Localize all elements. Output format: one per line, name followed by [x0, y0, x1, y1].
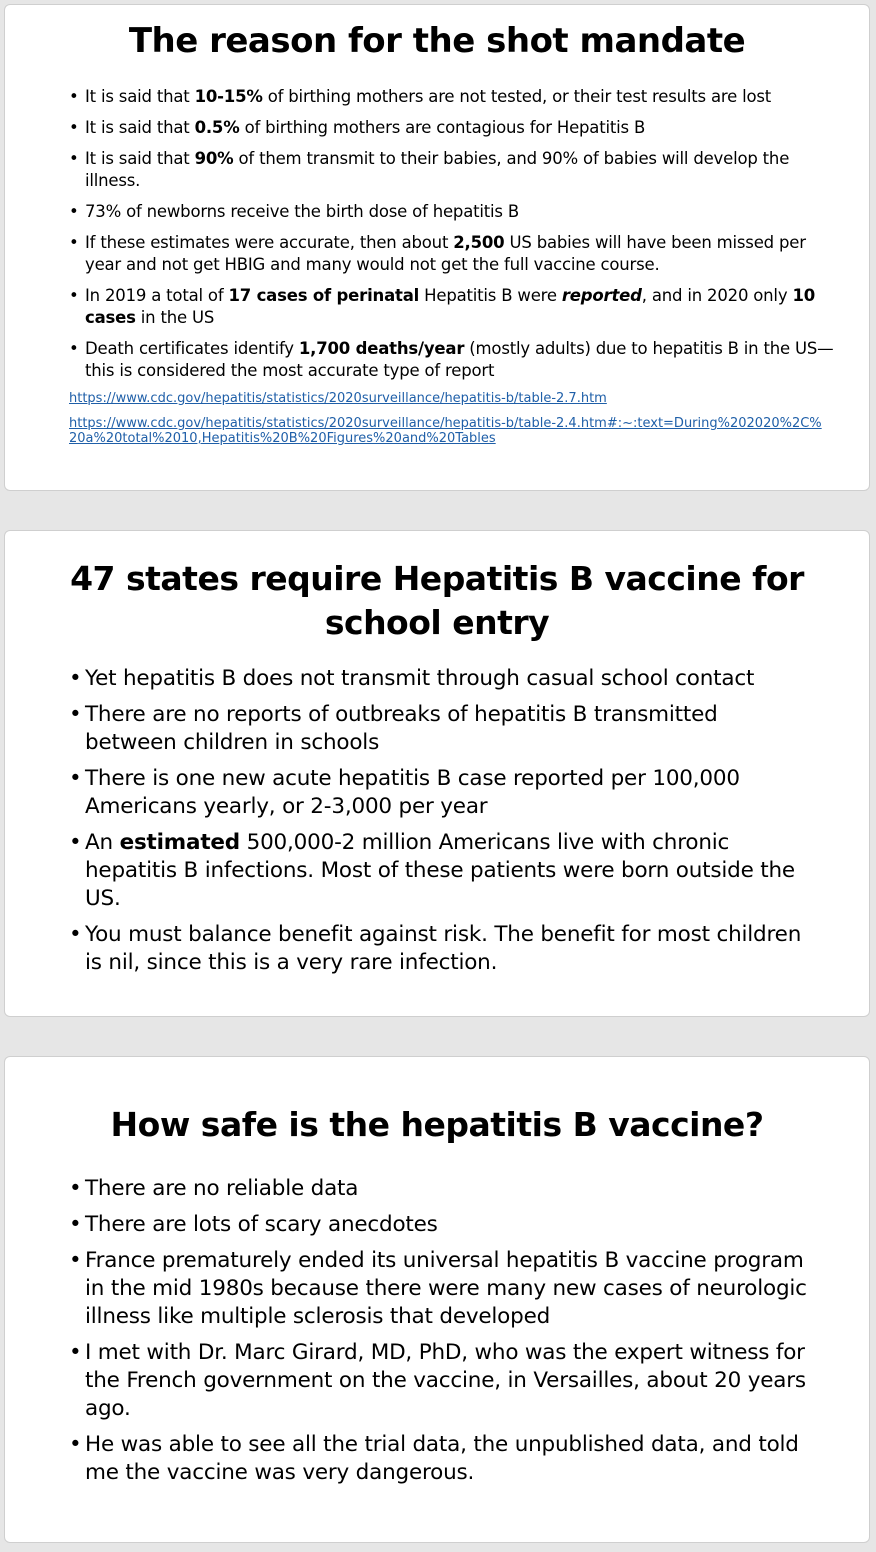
bullet-list: [85, 1175, 819, 1487]
bullet-text: estimated: [119, 830, 240, 855]
bullet-text: 90%: [194, 149, 234, 168]
slide-title: The reason for the shot mandate: [128, 21, 746, 61]
bullet-text: of them transmit to their babies, and 90% of babies will develop the illness.: [85, 149, 790, 190]
bullet-text: In 2019 a total of: [85, 286, 229, 305]
reference-link-table-2-4[interactable]: https://www.cdc.gov/hepatitis/statistics/2020surveillance/hepatitis-b/table-2.4.htm#:~:text=During%202020%2C%20a%20total%2010,Hepatitis%20B%20Figures%20and%20Tables: [69, 416, 822, 446]
bullet-text: It is said that: [85, 118, 195, 137]
bullet-item: [85, 148, 839, 192]
bullet-item: [85, 338, 839, 382]
slide-vaccine-safety: [4, 1056, 870, 1543]
bullet-text: of birthing mothers are not tested, or their test results are lost: [262, 87, 772, 106]
bullet-item: [85, 1247, 819, 1331]
bullet-text: of birthing mothers are contagious for Hepatitis B: [239, 118, 646, 137]
bullet-item: [85, 86, 839, 108]
bullet-item: [85, 665, 809, 693]
bullet-text: He was able to see all the trial data, the unpublished data, and told me the vaccine was very dangerous.: [85, 1432, 799, 1485]
bullet-item: [85, 765, 809, 821]
bullet-text: 1,700 deaths/year: [298, 339, 465, 358]
bullet-text: There is one new acute hepatitis B case reported per 100,000 Americans yearly, or 2-3,000 per year: [85, 766, 740, 819]
bullet-text: I met with Dr. Marc Girard, MD, PhD, who was the expert witness for the French government on the vaccine, in Versailles, about 20 years ago.: [85, 1340, 806, 1421]
slide-school-entry: [4, 530, 870, 1017]
bullet-text: 10 cases: [85, 286, 815, 327]
bullet-item: [85, 921, 809, 977]
bullet-text: There are lots of scary anecdotes: [85, 1212, 438, 1237]
bullet-item: [85, 1431, 819, 1487]
bullet-text: 0.5%: [194, 118, 240, 137]
bullet-list: [85, 86, 839, 382]
bullet-text: 10-15%: [194, 87, 263, 106]
slide-shot-mandate: [4, 4, 870, 491]
bullet-item: [85, 201, 839, 223]
reference-links: [69, 391, 829, 446]
bullet-item: [85, 285, 839, 329]
bullet-text: US babies will have been missed per year and not get HBIG and many would not get the full vaccine course.: [85, 233, 806, 274]
bullet-text: (mostly adults) due to hepatitis B in the US—this is considered the most accurate type of report: [85, 339, 834, 380]
bullet-text: Death certificates identify: [85, 339, 299, 358]
bullet-text: 2,500: [453, 233, 505, 252]
bullet-text: If these estimates were accurate, then about: [85, 233, 454, 252]
bullet-text: Hepatitis B were: [419, 286, 562, 305]
bullet-text: There are no reports of outbreaks of hepatitis B transmitted between children in schools: [85, 702, 718, 755]
bullet-text: reported: [561, 286, 642, 305]
bullet-text: Yet hepatitis B does not transmit through casual school contact: [85, 666, 755, 691]
slide-title: How safe is the hepatitis B vaccine?: [110, 1105, 764, 1144]
bullet-text: in the US: [135, 308, 215, 327]
bullet-text: 500,000-2 million Americans live with chronic hepatitis B infections. Most of these patients were born outside the US.: [85, 830, 795, 911]
bullet-text: 73% of newborns receive the birth dose of hepatitis B: [85, 202, 519, 221]
bullet-text: France prematurely ended its universal hepatitis B vaccine program in the mid 1980s because there were many new cases of neurologic illness like multiple sclerosis that developed: [85, 1248, 807, 1329]
bullet-text: It is said that: [85, 149, 195, 168]
bullet-item: [85, 701, 809, 757]
bullet-item: [85, 117, 839, 139]
bullet-item: [85, 1339, 819, 1423]
bullet-item: [85, 1211, 819, 1239]
bullet-item: [85, 1175, 819, 1203]
reference-link-table-2-7[interactable]: https://www.cdc.gov/hepatitis/statistics/2020surveillance/hepatitis-b/table-2.7.htm: [69, 391, 607, 406]
slide-title: 47 states require Hepatitis B vaccine for school entry: [70, 559, 804, 642]
bullet-text: An: [85, 830, 120, 855]
bullet-text: It is said that: [85, 87, 195, 106]
bullet-text: 17 cases of perinatal: [228, 286, 420, 305]
bullet-text: You must balance benefit against risk. The benefit for most children is nil, since this is a very rare infection.: [85, 922, 802, 975]
bullet-item: [85, 232, 839, 276]
bullet-text: There are no reliable data: [85, 1176, 359, 1201]
bullet-item: [85, 829, 809, 913]
bullet-text: , and in 2020 only: [641, 286, 793, 305]
bullet-list: [85, 665, 809, 977]
